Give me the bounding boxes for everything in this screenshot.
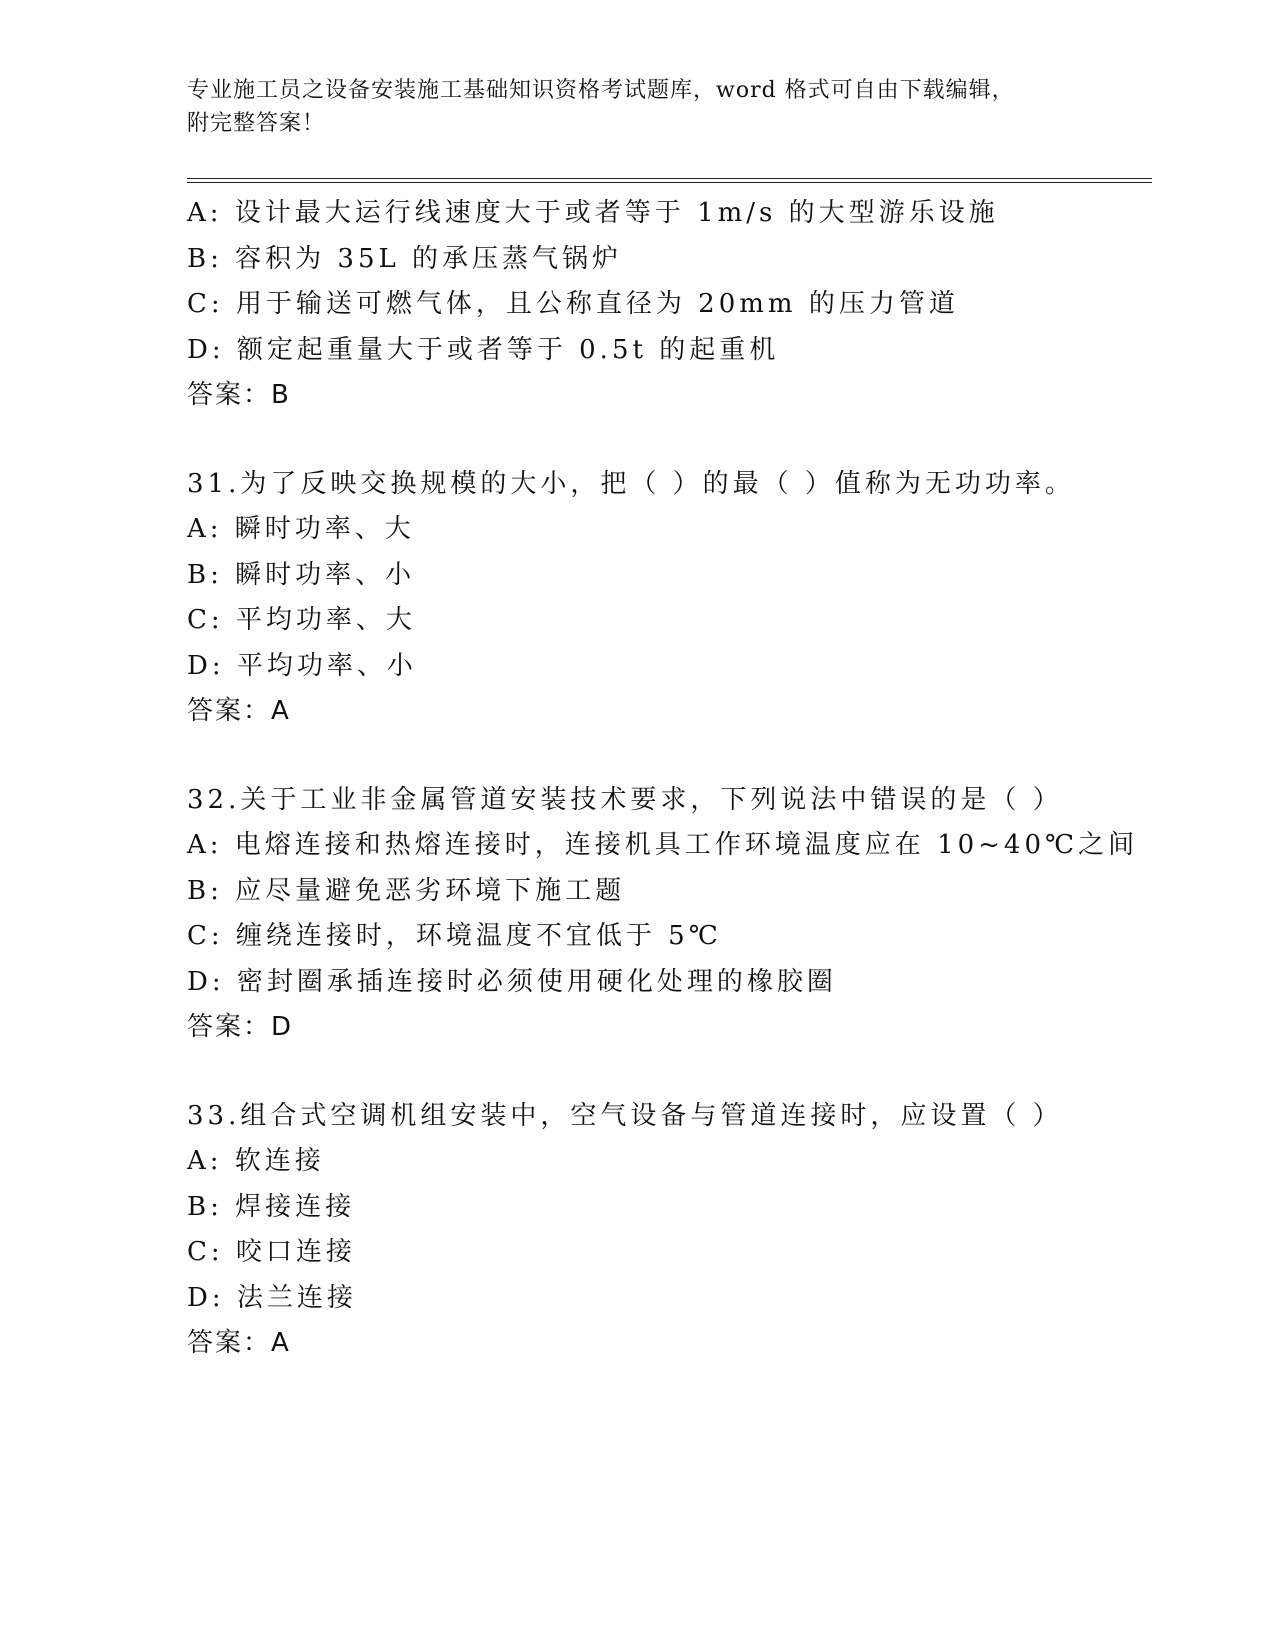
- q31-option-d: D: 平均功率、小: [187, 650, 417, 681]
- q30-answer: 答案：B: [187, 380, 291, 410]
- header-divider: [187, 178, 1152, 183]
- question-32-block: [187, 778, 1152, 1051]
- q33-question: 33.组合式空调机组安装中，空气设备与管道连接时，应设置（ ）: [187, 1100, 1063, 1131]
- q31-question: 31.为了反映交换规模的大小，把（ ）的最（ ）值称为无功功率。: [187, 468, 1075, 499]
- question-31-block: [187, 462, 1152, 735]
- q32-option-c: C: 缠绕连接时，环境温度不宜低于 5℃: [187, 921, 722, 951]
- spacer: [187, 1051, 1152, 1094]
- question-list: [187, 191, 1152, 1367]
- q32-option-b: B: 应尽量避免恶劣环境下施工题: [187, 875, 626, 906]
- q33-option-d: D: 法兰连接: [187, 1282, 357, 1313]
- q33-option-c: C: 咬口连接: [187, 1237, 356, 1267]
- q30-option-c: C: 用于输送可燃气体，且公称直径为 20mm 的压力管道: [187, 289, 959, 319]
- q32-option-a: A: 电熔连接和热熔连接时，连接机具工作环境温度应在 10~40℃之间: [187, 830, 1139, 860]
- q32-question: 32.关于工业非金属管道安装技术要求，下列说法中错误的是（ ）: [187, 784, 1063, 815]
- q32-option-d: D: 密封圈承插连接时必须使用硬化处理的橡胶圈: [187, 966, 837, 997]
- q31-option-b: B: 瞬时功率、小: [187, 559, 416, 590]
- q30-option-b: B: 容积为 35L 的承压蒸气锅炉: [187, 243, 623, 274]
- q30-option-d: D: 额定起重量大于或者等于 0.5t 的起重机: [187, 334, 780, 365]
- header-line-2: 附完整答案！: [187, 111, 326, 136]
- document-header: [187, 74, 1087, 140]
- q33-option-a: A: 软连接: [187, 1146, 325, 1176]
- q32-answer: 答案：D: [187, 1012, 294, 1042]
- question-33-block: [187, 1094, 1152, 1367]
- q31-answer: 答案：A: [187, 696, 291, 726]
- question-30-block: [187, 191, 1152, 419]
- q31-option-c: C: 平均功率、大: [187, 605, 416, 635]
- spacer: [187, 419, 1152, 462]
- q31-option-a: A: 瞬时功率、大: [187, 514, 415, 544]
- header-line-1: 专业施工员之设备安装施工基础知识资格考试题库，word 格式可自由下载编辑，: [187, 78, 1015, 103]
- q33-option-b: B: 焊接连接: [187, 1191, 356, 1222]
- spacer: [187, 735, 1152, 778]
- q33-answer: 答案：A: [187, 1328, 291, 1358]
- q30-option-a: A: 设计最大运行线速度大于或者等于 1m/s 的大型游乐设施: [187, 198, 999, 228]
